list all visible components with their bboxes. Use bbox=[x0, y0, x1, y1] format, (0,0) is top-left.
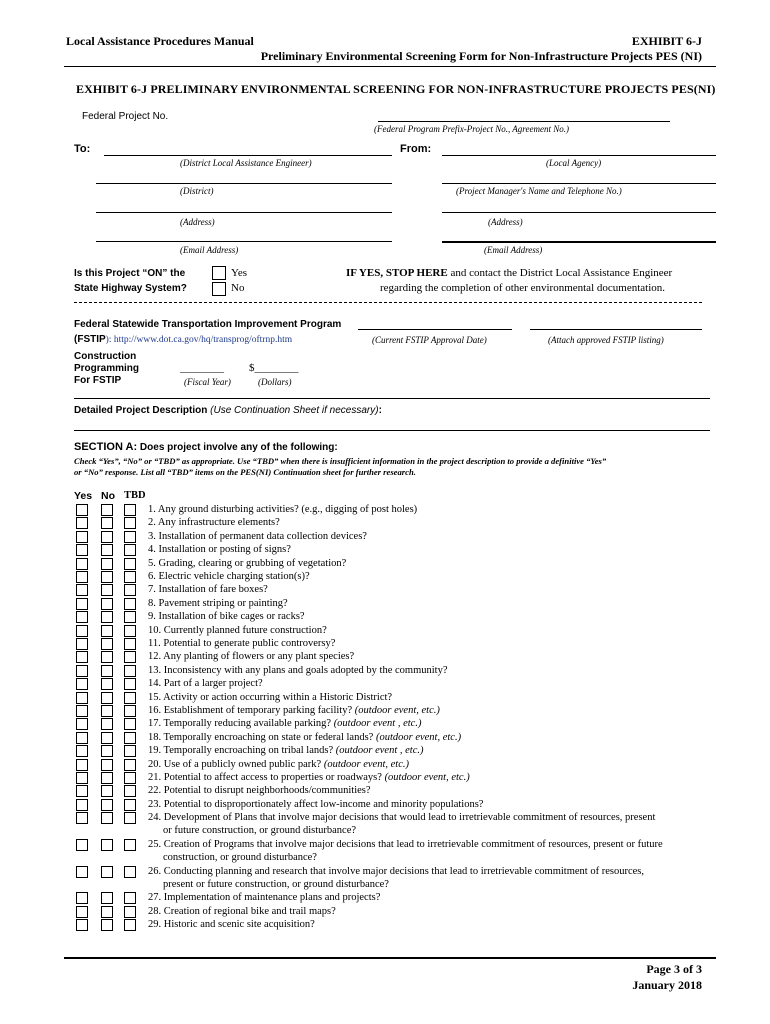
item-19-label: 19. Temporally encroaching on tribal lands? bbox=[148, 745, 334, 757]
item-10-no-checkbox[interactable] bbox=[101, 625, 113, 637]
item-17-text bbox=[148, 717, 421, 730]
item-16-note: (outdoor event, etc.) bbox=[352, 705, 440, 716]
item-14-label: 14. Part of a larger project? bbox=[148, 678, 263, 690]
item-25-yes-checkbox[interactable] bbox=[76, 839, 88, 851]
item-11-label: 11. Potential to generate public controversy? bbox=[148, 638, 336, 649]
to-field-2[interactable] bbox=[96, 183, 392, 184]
dollars-caption: (Dollars) bbox=[258, 377, 292, 387]
item-11-yes-checkbox[interactable] bbox=[76, 638, 88, 650]
description-label bbox=[74, 405, 382, 416]
item-2-label: 2. Any infrastructure elements? bbox=[148, 517, 280, 529]
item-29-text bbox=[148, 918, 315, 931]
form-title-text: EXHIBIT 6-J PRELIMINARY ENVIRONMENTAL SCREENING FOR NON-INFRASTRUCTURE PROJECTS PES(NI) bbox=[76, 82, 716, 96]
item-27-yes-checkbox[interactable] bbox=[76, 892, 88, 904]
section-a-instructions-1: Check “Yes”, “No” or “TBD” as appropriate. Use “TBD” when there is insufficient information in the project description to provide a definitive “Yes” bbox=[74, 456, 607, 466]
shs-no-label: No bbox=[231, 282, 245, 294]
item-9-tbd-checkbox[interactable] bbox=[124, 611, 136, 623]
item-11-tbd-checkbox[interactable] bbox=[124, 638, 136, 650]
from-caption-2: (Project Manager's Name and Telephone No.) bbox=[456, 186, 622, 196]
item-16-text bbox=[148, 704, 440, 717]
item-27-no-checkbox[interactable] bbox=[101, 892, 113, 904]
description-colon: : bbox=[378, 405, 382, 416]
item-18-no-checkbox[interactable] bbox=[101, 732, 113, 744]
federal-project-label: Federal Project No. bbox=[82, 111, 169, 122]
item-15-label: 15. Activity or action occurring within a Historic District? bbox=[148, 691, 393, 703]
item-5-text bbox=[148, 557, 346, 570]
item-20-no-checkbox[interactable] bbox=[101, 759, 113, 771]
from-field-2[interactable] bbox=[442, 183, 716, 184]
item-8-no-checkbox[interactable] bbox=[101, 598, 113, 610]
item-7-label: 7. Installation of fare boxes? bbox=[148, 584, 268, 596]
item-13-yes-checkbox[interactable] bbox=[76, 665, 88, 677]
item-21-yes-checkbox[interactable] bbox=[76, 772, 88, 784]
item-24-no-checkbox[interactable] bbox=[101, 812, 113, 824]
dollars-field[interactable]: $________ bbox=[249, 362, 299, 374]
exhibit-subtitle: Preliminary Environmental Screening Form for Non-Infrastructure Projects PES (NI) bbox=[260, 49, 702, 63]
item-5-yes-checkbox[interactable] bbox=[76, 558, 88, 570]
item-28-tbd-checkbox[interactable] bbox=[124, 906, 136, 918]
fiscal-year-caption: (Fiscal Year) bbox=[184, 377, 231, 387]
item-26-tbd-checkbox[interactable] bbox=[124, 866, 136, 878]
to-field-3[interactable] bbox=[96, 212, 392, 213]
item-17-no-checkbox[interactable] bbox=[101, 718, 113, 730]
item-5-label: 5. Grading, clearing or grubbing of vegetation? bbox=[148, 557, 347, 569]
item-23-yes-checkbox[interactable] bbox=[76, 799, 88, 811]
from-field-1[interactable] bbox=[442, 155, 716, 156]
item-24-text-cont: or future construction, or ground disturbance? bbox=[163, 825, 357, 837]
item-21-text bbox=[148, 771, 470, 784]
item-21-label: 21. Potential to affect access to properties or roadways? bbox=[148, 772, 382, 783]
item-18-yes-checkbox[interactable] bbox=[76, 732, 88, 744]
form-title bbox=[76, 82, 715, 97]
item-28-text bbox=[148, 905, 336, 918]
item-19-text bbox=[148, 744, 424, 757]
item-20-note: (outdoor event, etc.) bbox=[321, 758, 409, 770]
to-field-4[interactable] bbox=[96, 241, 392, 242]
item-3-no-checkbox[interactable] bbox=[101, 531, 113, 543]
item-11-text bbox=[148, 637, 335, 650]
item-3-label: 3. Installation of permanent data collection devices? bbox=[148, 530, 367, 542]
to-caption-3: (Address) bbox=[180, 217, 215, 227]
item-9-label: 9. Installation of bike cages or racks? bbox=[148, 611, 305, 623]
item-24-text bbox=[148, 811, 655, 824]
fstip-label: Federal Statewide Transportation Improvement Program bbox=[74, 319, 342, 330]
item-27-label: 27. Implementation of maintenance plans and projects? bbox=[148, 892, 381, 904]
item-19-note: (outdoor event , etc.) bbox=[333, 745, 424, 757]
item-16-label: 16. Establishment of temporary parking facility? bbox=[148, 705, 353, 716]
description-note: (Use Continuation Sheet if necessary) bbox=[207, 405, 379, 416]
item-6-text bbox=[148, 570, 310, 583]
item-16-tbd-checkbox[interactable] bbox=[124, 705, 136, 717]
item-22-no-checkbox[interactable] bbox=[101, 785, 113, 797]
item-12-label: 12. Any planting of flowers or any plant species? bbox=[148, 651, 355, 663]
item-4-tbd-checkbox[interactable] bbox=[124, 544, 136, 556]
item-17-tbd-checkbox[interactable] bbox=[124, 718, 136, 730]
item-11-no-checkbox[interactable] bbox=[101, 638, 113, 650]
construction-line1: Construction bbox=[74, 351, 137, 362]
item-26-label: 26. Conducting planning and research that involve major decisions that lead to irretrievable commitment of resources, bbox=[148, 866, 644, 878]
section-divider-dashed bbox=[74, 302, 702, 303]
item-14-tbd-checkbox[interactable] bbox=[124, 678, 136, 690]
item-5-no-checkbox[interactable] bbox=[101, 558, 113, 570]
item-20-label: 20. Use of a publicly owned public park? bbox=[148, 758, 322, 770]
to-caption-1: (District Local Assistance Engineer) bbox=[180, 158, 312, 168]
shs-question-line1: Is this Project “ON” the bbox=[74, 268, 186, 279]
item-19-no-checkbox[interactable] bbox=[101, 745, 113, 757]
section-a-question: Does project involve any of the following: bbox=[137, 442, 338, 453]
item-1-yes-checkbox[interactable] bbox=[76, 504, 88, 516]
item-22-tbd-checkbox[interactable] bbox=[124, 785, 136, 797]
divider-before-description bbox=[74, 398, 710, 399]
item-4-no-checkbox[interactable] bbox=[101, 544, 113, 556]
item-10-yes-checkbox[interactable] bbox=[76, 625, 88, 637]
item-6-tbd-checkbox[interactable] bbox=[124, 571, 136, 583]
item-26-text-cont: present or future construction, or ground disturbance? bbox=[163, 879, 389, 891]
item-15-tbd-checkbox[interactable] bbox=[124, 692, 136, 704]
item-19-tbd-checkbox[interactable] bbox=[124, 745, 136, 757]
item-13-no-checkbox[interactable] bbox=[101, 665, 113, 677]
section-a-title: SECTION A: bbox=[74, 441, 138, 453]
fstip-link[interactable]: ): http://www.dot.ca.gov/hq/transprog/oftrnp.htm bbox=[105, 335, 293, 345]
item-25-tbd-checkbox[interactable] bbox=[124, 839, 136, 851]
item-18-text bbox=[148, 731, 461, 744]
item-15-yes-checkbox[interactable] bbox=[76, 692, 88, 704]
item-15-no-checkbox[interactable] bbox=[101, 692, 113, 704]
item-23-tbd-checkbox[interactable] bbox=[124, 799, 136, 811]
fstip-abbr: (FSTIP bbox=[74, 334, 106, 345]
header-rule bbox=[64, 66, 716, 67]
item-2-yes-checkbox[interactable] bbox=[76, 517, 88, 529]
item-21-no-checkbox[interactable] bbox=[101, 772, 113, 784]
col-header-tbd: TBD bbox=[124, 490, 146, 501]
item-7-no-checkbox[interactable] bbox=[101, 584, 113, 596]
item-7-yes-checkbox[interactable] bbox=[76, 584, 88, 596]
item-27-text bbox=[148, 891, 380, 904]
item-7-tbd-checkbox[interactable] bbox=[124, 584, 136, 596]
shs-no-checkbox[interactable] bbox=[212, 282, 226, 296]
item-1-tbd-checkbox[interactable] bbox=[124, 504, 136, 516]
to-caption-2: (District) bbox=[180, 186, 214, 196]
item-7-text bbox=[148, 583, 268, 596]
item-19-yes-checkbox[interactable] bbox=[76, 745, 88, 757]
item-10-text bbox=[148, 624, 327, 637]
item-29-tbd-checkbox[interactable] bbox=[124, 919, 136, 931]
item-26-text bbox=[148, 865, 644, 878]
item-6-yes-checkbox[interactable] bbox=[76, 571, 88, 583]
from-field-3[interactable] bbox=[442, 212, 716, 213]
federal-project-field[interactable] bbox=[378, 121, 670, 122]
item-16-yes-checkbox[interactable] bbox=[76, 705, 88, 717]
federal-project-caption: (Federal Program Prefix-Project No., Agreement No.) bbox=[374, 124, 569, 134]
shs-yes-label: Yes bbox=[231, 267, 248, 279]
item-9-no-checkbox[interactable] bbox=[101, 611, 113, 623]
construction-line2: Programming bbox=[74, 363, 140, 374]
item-12-tbd-checkbox[interactable] bbox=[124, 651, 136, 663]
item-5-tbd-checkbox[interactable] bbox=[124, 558, 136, 570]
item-28-yes-checkbox[interactable] bbox=[76, 906, 88, 918]
item-12-no-checkbox[interactable] bbox=[101, 651, 113, 663]
item-14-no-checkbox[interactable] bbox=[101, 678, 113, 690]
item-12-text bbox=[148, 650, 354, 663]
item-1-label: 1. Any ground disturbing activities? (e.g., digging of post holes) bbox=[148, 504, 418, 515]
item-25-label: 25. Creation of Programs that involve major decisions that lead to irretrievable commitment of resources, present or future bbox=[148, 839, 663, 851]
item-9-yes-checkbox[interactable] bbox=[76, 611, 88, 623]
from-caption-4: (Email Address) bbox=[484, 245, 543, 255]
item-8-yes-checkbox[interactable] bbox=[76, 598, 88, 610]
item-3-text bbox=[148, 530, 367, 543]
item-6-no-checkbox[interactable] bbox=[101, 571, 113, 583]
item-13-tbd-checkbox[interactable] bbox=[124, 665, 136, 677]
from-label: From: bbox=[400, 143, 432, 155]
item-21-tbd-checkbox[interactable] bbox=[124, 772, 136, 784]
item-17-label: 17. Temporally reducing available parking? bbox=[148, 718, 332, 730]
col-header-no: No bbox=[101, 490, 115, 502]
item-3-tbd-checkbox[interactable] bbox=[124, 531, 136, 543]
item-24-yes-checkbox[interactable] bbox=[76, 812, 88, 824]
item-14-text bbox=[148, 677, 263, 690]
section-a-heading bbox=[74, 441, 338, 453]
item-21-note: (outdoor event, etc.) bbox=[381, 772, 470, 783]
item-2-no-checkbox[interactable] bbox=[101, 517, 113, 529]
to-caption-4: (Email Address) bbox=[180, 245, 239, 255]
item-18-label: 18. Temporally encroaching on state or federal lands? bbox=[148, 731, 374, 743]
item-20-text bbox=[148, 758, 409, 771]
item-3-yes-checkbox[interactable] bbox=[76, 531, 88, 543]
to-label: To: bbox=[74, 143, 91, 155]
item-20-yes-checkbox[interactable] bbox=[76, 759, 88, 771]
footer-page: Page 3 of 3 bbox=[646, 962, 702, 976]
item-10-label: 10. Currently planned future construction? bbox=[148, 624, 327, 636]
fstip-listing-field[interactable] bbox=[530, 329, 702, 330]
item-18-tbd-checkbox[interactable] bbox=[124, 732, 136, 744]
item-25-no-checkbox[interactable] bbox=[101, 839, 113, 851]
item-22-label: 22. Potential to disrupt neighborhoods/communities? bbox=[148, 785, 371, 797]
item-10-tbd-checkbox[interactable] bbox=[124, 625, 136, 637]
item-1-text bbox=[148, 503, 417, 516]
stop-here-strong: IF YES, STOP HERE bbox=[346, 267, 448, 279]
item-23-no-checkbox[interactable] bbox=[101, 799, 113, 811]
item-9-text bbox=[148, 610, 305, 623]
item-14-yes-checkbox[interactable] bbox=[76, 678, 88, 690]
fstip-line2 bbox=[74, 334, 292, 345]
item-1-no-checkbox[interactable] bbox=[101, 504, 113, 516]
fstip-date-caption: (Current FSTIP Approval Date) bbox=[372, 335, 487, 345]
manual-title: Local Assistance Procedures Manual bbox=[66, 34, 254, 48]
item-22-yes-checkbox[interactable] bbox=[76, 785, 88, 797]
item-23-text bbox=[148, 798, 483, 811]
shs-question-line2: State Highway System? bbox=[74, 283, 187, 294]
item-29-yes-checkbox[interactable] bbox=[76, 919, 88, 931]
description-label-strong: Detailed Project Description bbox=[74, 405, 208, 416]
fiscal-year-field[interactable]: ________ bbox=[180, 362, 224, 374]
item-15-text bbox=[148, 691, 392, 704]
exhibit-number: EXHIBIT 6-J bbox=[631, 34, 702, 48]
item-4-text bbox=[148, 543, 291, 556]
item-17-yes-checkbox[interactable] bbox=[76, 718, 88, 730]
item-29-no-checkbox[interactable] bbox=[101, 919, 113, 931]
item-26-no-checkbox[interactable] bbox=[101, 866, 113, 878]
from-caption-1: (Local Agency) bbox=[546, 158, 602, 168]
item-26-yes-checkbox[interactable] bbox=[76, 866, 88, 878]
col-header-yes: Yes bbox=[74, 490, 93, 502]
fstip-listing-caption: (Attach approved FSTIP listing) bbox=[548, 335, 664, 345]
from-field-4[interactable] bbox=[442, 241, 716, 243]
item-29-label: 29. Historic and scenic site acquisition? bbox=[148, 919, 315, 930]
item-17-note: (outdoor event , etc.) bbox=[331, 718, 422, 730]
item-22-text bbox=[148, 784, 371, 797]
section-a-instructions-2: or “No” response. List all “TBD” items on the PES(NI) Continuation sheet for further research. bbox=[74, 467, 416, 477]
item-12-yes-checkbox[interactable] bbox=[76, 651, 88, 663]
footer-rule bbox=[64, 957, 716, 959]
item-18-note: (outdoor event, etc.) bbox=[373, 731, 462, 743]
item-25-text bbox=[148, 838, 663, 851]
from-caption-3: (Address) bbox=[488, 217, 523, 227]
item-27-tbd-checkbox[interactable] bbox=[124, 892, 136, 904]
item-4-yes-checkbox[interactable] bbox=[76, 544, 88, 556]
stop-here-line2: regarding the completion of other environmental documentation. bbox=[380, 282, 665, 294]
item-20-tbd-checkbox[interactable] bbox=[124, 759, 136, 771]
item-8-tbd-checkbox[interactable] bbox=[124, 598, 136, 610]
stop-here-text bbox=[346, 267, 672, 279]
item-13-text bbox=[148, 664, 447, 677]
stop-here-rest: and contact the District Local Assistance Engineer bbox=[447, 267, 673, 279]
item-28-no-checkbox[interactable] bbox=[101, 906, 113, 918]
item-8-label: 8. Pavement striping or painting? bbox=[148, 597, 288, 609]
item-2-text bbox=[148, 516, 280, 529]
item-23-label: 23. Potential to disproportionately affect low-income and minority populations? bbox=[148, 798, 484, 810]
item-25-text-cont: construction, or ground disturbance? bbox=[163, 852, 317, 864]
footer-date: January 2018 bbox=[632, 978, 702, 992]
item-4-label: 4. Installation or posting of signs? bbox=[148, 544, 291, 556]
item-8-text bbox=[148, 597, 288, 610]
shs-yes-checkbox[interactable] bbox=[212, 266, 226, 280]
item-24-tbd-checkbox[interactable] bbox=[124, 812, 136, 824]
description-field[interactable] bbox=[74, 430, 710, 431]
item-2-tbd-checkbox[interactable] bbox=[124, 517, 136, 529]
item-13-label: 13. Inconsistency with any plans and goals adopted by the community? bbox=[148, 664, 448, 676]
item-28-label: 28. Creation of regional bike and trail maps? bbox=[148, 905, 336, 917]
to-field-1[interactable] bbox=[104, 155, 392, 156]
construction-line3: For FSTIP bbox=[74, 375, 122, 386]
item-24-label: 24. Development of Plans that involve major decisions that would lead to irretrievable commitment of resources, present bbox=[148, 812, 656, 824]
item-6-label: 6. Electric vehicle charging station(s)? bbox=[148, 571, 310, 582]
item-16-no-checkbox[interactable] bbox=[101, 705, 113, 717]
fstip-date-field[interactable] bbox=[358, 329, 512, 330]
